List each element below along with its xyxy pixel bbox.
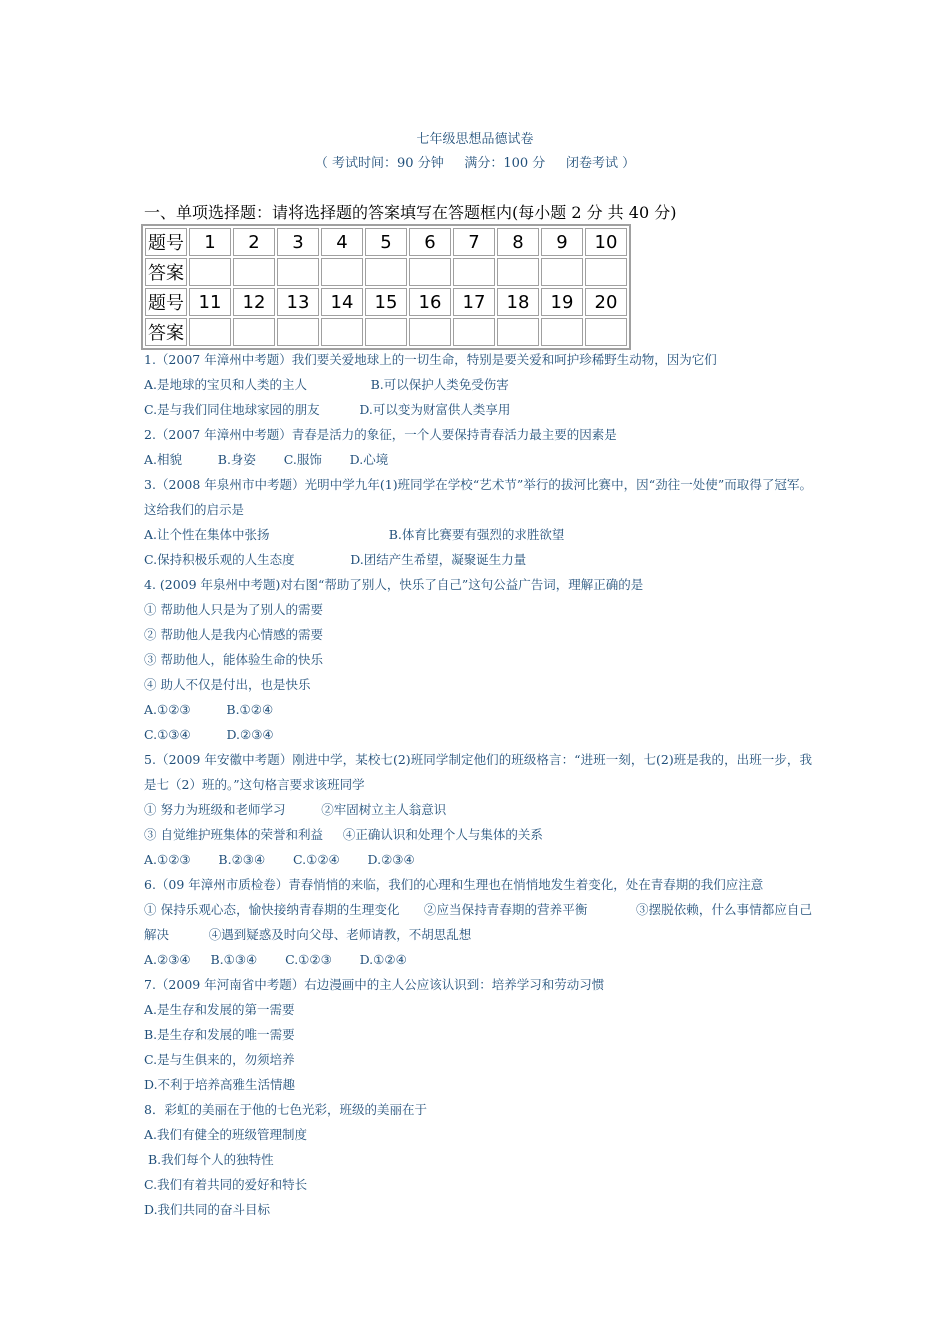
page-title: 七年级思想品德试卷 bbox=[416, 132, 534, 147]
question-stem: 1.（2007 年漳州中考题）我们要关爱地球上的一切生命，特别是要关爱和呵护珍稀野生动物，因为它们 bbox=[144, 352, 717, 367]
question-statement: ③ 自觉维护班集体的荣誉和利益 ④正确认识和处理个人与集体的关系 bbox=[144, 827, 543, 842]
question-statement: ④ 助人不仅是付出，也是快乐 bbox=[144, 677, 311, 692]
table-row bbox=[145, 258, 627, 286]
question-option: C.是与生俱来的，勿须培养 bbox=[144, 1052, 295, 1067]
question-number-cell: 10 bbox=[585, 228, 627, 256]
question-list bbox=[144, 347, 812, 1222]
question-option: B.是生存和发展的唯一需要 bbox=[144, 1027, 295, 1042]
answer-cell[interactable] bbox=[321, 258, 363, 286]
answer-cell[interactable] bbox=[541, 258, 583, 286]
question-options: C.是与我们同住地球家园的朋友 D.可以变为财富供人类享用 bbox=[144, 402, 511, 417]
answer-cell[interactable] bbox=[453, 258, 495, 286]
question-option: B.我们每个人的独特性 bbox=[144, 1152, 274, 1167]
question-number-cell: 13 bbox=[277, 288, 319, 316]
question-options: A.②③④ B.①③④ C.①②③ D.①②④ bbox=[144, 952, 407, 967]
question-options: A.让个性在集体中张扬 B.体育比赛要有强烈的求胜欲望 bbox=[144, 527, 565, 542]
question-stem: 3.（2008 年泉州市中考题）光明中学九年(1)班同学在学校“艺术节”举行的拔河比赛中，因“劲往一处使”而取得了冠军。这给我们的启示是 bbox=[144, 477, 812, 517]
question-number-cell: 14 bbox=[321, 288, 363, 316]
answer-cell[interactable] bbox=[189, 318, 231, 346]
question-number-cell: 8 bbox=[497, 228, 539, 256]
answer-cell[interactable] bbox=[365, 258, 407, 286]
answer-cell[interactable] bbox=[189, 258, 231, 286]
question-number-cell: 2 bbox=[233, 228, 275, 256]
question-statement: ② 帮助他人是我内心情感的需要 bbox=[144, 627, 323, 642]
question-statement: ① 保持乐观心态，愉快接纳青春期的生理变化 ②应当保持青春期的营养平衡 ③摆脱依赖，什么事情都应自己解决 ④遇到疑惑及时向父母、老师请教，不胡思乱想 bbox=[144, 902, 812, 942]
question-number-cell: 3 bbox=[277, 228, 319, 256]
question-stem: 5.（2009 年安徽中考题）刚进中学，某校七(2)班同学制定他们的班级格言：“进班一刻，七(2)班是我的，出班一步，我是七（2）班的。”这句格言要求该班同学 bbox=[144, 752, 812, 792]
question-number-cell: 17 bbox=[453, 288, 495, 316]
question-number-cell: 4 bbox=[321, 228, 363, 256]
question-options: C.①③④ D.②③④ bbox=[144, 727, 274, 742]
answer-cell[interactable] bbox=[497, 258, 539, 286]
answer-cell[interactable] bbox=[585, 258, 627, 286]
question-options: A.相貌 B.身姿 C.服饰 D.心境 bbox=[144, 452, 389, 467]
question-number-cell: 1 bbox=[189, 228, 231, 256]
table-row bbox=[145, 318, 627, 346]
question-statement: ① 帮助他人只是为了别人的需要 bbox=[144, 602, 323, 617]
question-stem: 2.（2007 年漳州中考题）青春是活力的象征，一个人要保持青春活力最主要的因素是 bbox=[144, 427, 617, 442]
question-number-cell: 5 bbox=[365, 228, 407, 256]
question-options: A.①②③ B.②③④ C.①②④ D.②③④ bbox=[144, 852, 415, 867]
question-options: C.保持积极乐观的人生态度 D.团结产生希望，凝聚诞生力量 bbox=[144, 552, 527, 567]
answer-table bbox=[141, 224, 631, 350]
question-number-cell: 11 bbox=[189, 288, 231, 316]
question-stem: 6.（09 年漳州市质检卷）青春悄悄的来临，我们的心理和生理也在悄悄地发生着变化，处在青春期的我们应注意 bbox=[144, 877, 764, 892]
row-label: 答案 bbox=[145, 258, 187, 286]
question-number-cell: 16 bbox=[409, 288, 451, 316]
question-statement: ③ 帮助他人，能体验生命的快乐 bbox=[144, 652, 323, 667]
question-number-cell: 20 bbox=[585, 288, 627, 316]
answer-cell[interactable] bbox=[541, 318, 583, 346]
answer-cell[interactable] bbox=[365, 318, 407, 346]
answer-cell[interactable] bbox=[233, 318, 275, 346]
question-option: D.我们共同的奋斗目标 bbox=[144, 1202, 271, 1217]
question-number-cell: 19 bbox=[541, 288, 583, 316]
exam-info: （ 考试时间：90 分钟 满分：100 分 闭卷考试 ） bbox=[314, 156, 636, 171]
answer-cell[interactable] bbox=[321, 318, 363, 346]
table-row bbox=[145, 288, 627, 316]
answer-cell[interactable] bbox=[233, 258, 275, 286]
question-number-cell: 9 bbox=[541, 228, 583, 256]
answer-cell[interactable] bbox=[277, 318, 319, 346]
question-number-cell: 7 bbox=[453, 228, 495, 256]
question-number-cell: 12 bbox=[233, 288, 275, 316]
answer-cell[interactable] bbox=[409, 318, 451, 346]
answer-cell[interactable] bbox=[409, 258, 451, 286]
answer-cell[interactable] bbox=[277, 258, 319, 286]
section-heading: 一、单项选择题：请将选择题的答案填写在答题框内(每小题 2 分 共 40 分) bbox=[144, 203, 677, 222]
question-stem: 8．彩虹的美丽在于他的七色光彩，班级的美丽在于 bbox=[144, 1102, 427, 1117]
question-stem: 7.（2009 年河南省中考题）右边漫画中的主人公应该认识到：培养学习和劳动习惯 bbox=[144, 977, 605, 992]
table-row bbox=[145, 228, 627, 256]
question-options: A.①②③ B.①②④ bbox=[144, 702, 274, 717]
question-number-cell: 6 bbox=[409, 228, 451, 256]
row-label: 题号 bbox=[145, 228, 187, 256]
question-statement: ① 努力为班级和老师学习 ②牢固树立主人翁意识 bbox=[144, 802, 447, 817]
row-label: 题号 bbox=[145, 288, 187, 316]
answer-cell[interactable] bbox=[497, 318, 539, 346]
row-label: 答案 bbox=[145, 318, 187, 346]
question-options: A.是地球的宝贝和人类的主人 B.可以保护人类免受伤害 bbox=[144, 377, 509, 392]
question-number-cell: 18 bbox=[497, 288, 539, 316]
question-stem: 4. (2009 年泉州中考题)对右图“帮助了别人，快乐了自己”这句公益广告词，理解正确的是 bbox=[144, 577, 644, 592]
answer-cell[interactable] bbox=[585, 318, 627, 346]
question-option: A.是生存和发展的第一需要 bbox=[144, 1002, 295, 1017]
question-number-cell: 15 bbox=[365, 288, 407, 316]
answer-cell[interactable] bbox=[453, 318, 495, 346]
question-option: D.不利于培养高雅生活情趣 bbox=[144, 1077, 296, 1092]
question-option: A.我们有健全的班级管理制度 bbox=[144, 1127, 308, 1142]
question-option: C.我们有着共同的爱好和特长 bbox=[144, 1177, 308, 1192]
